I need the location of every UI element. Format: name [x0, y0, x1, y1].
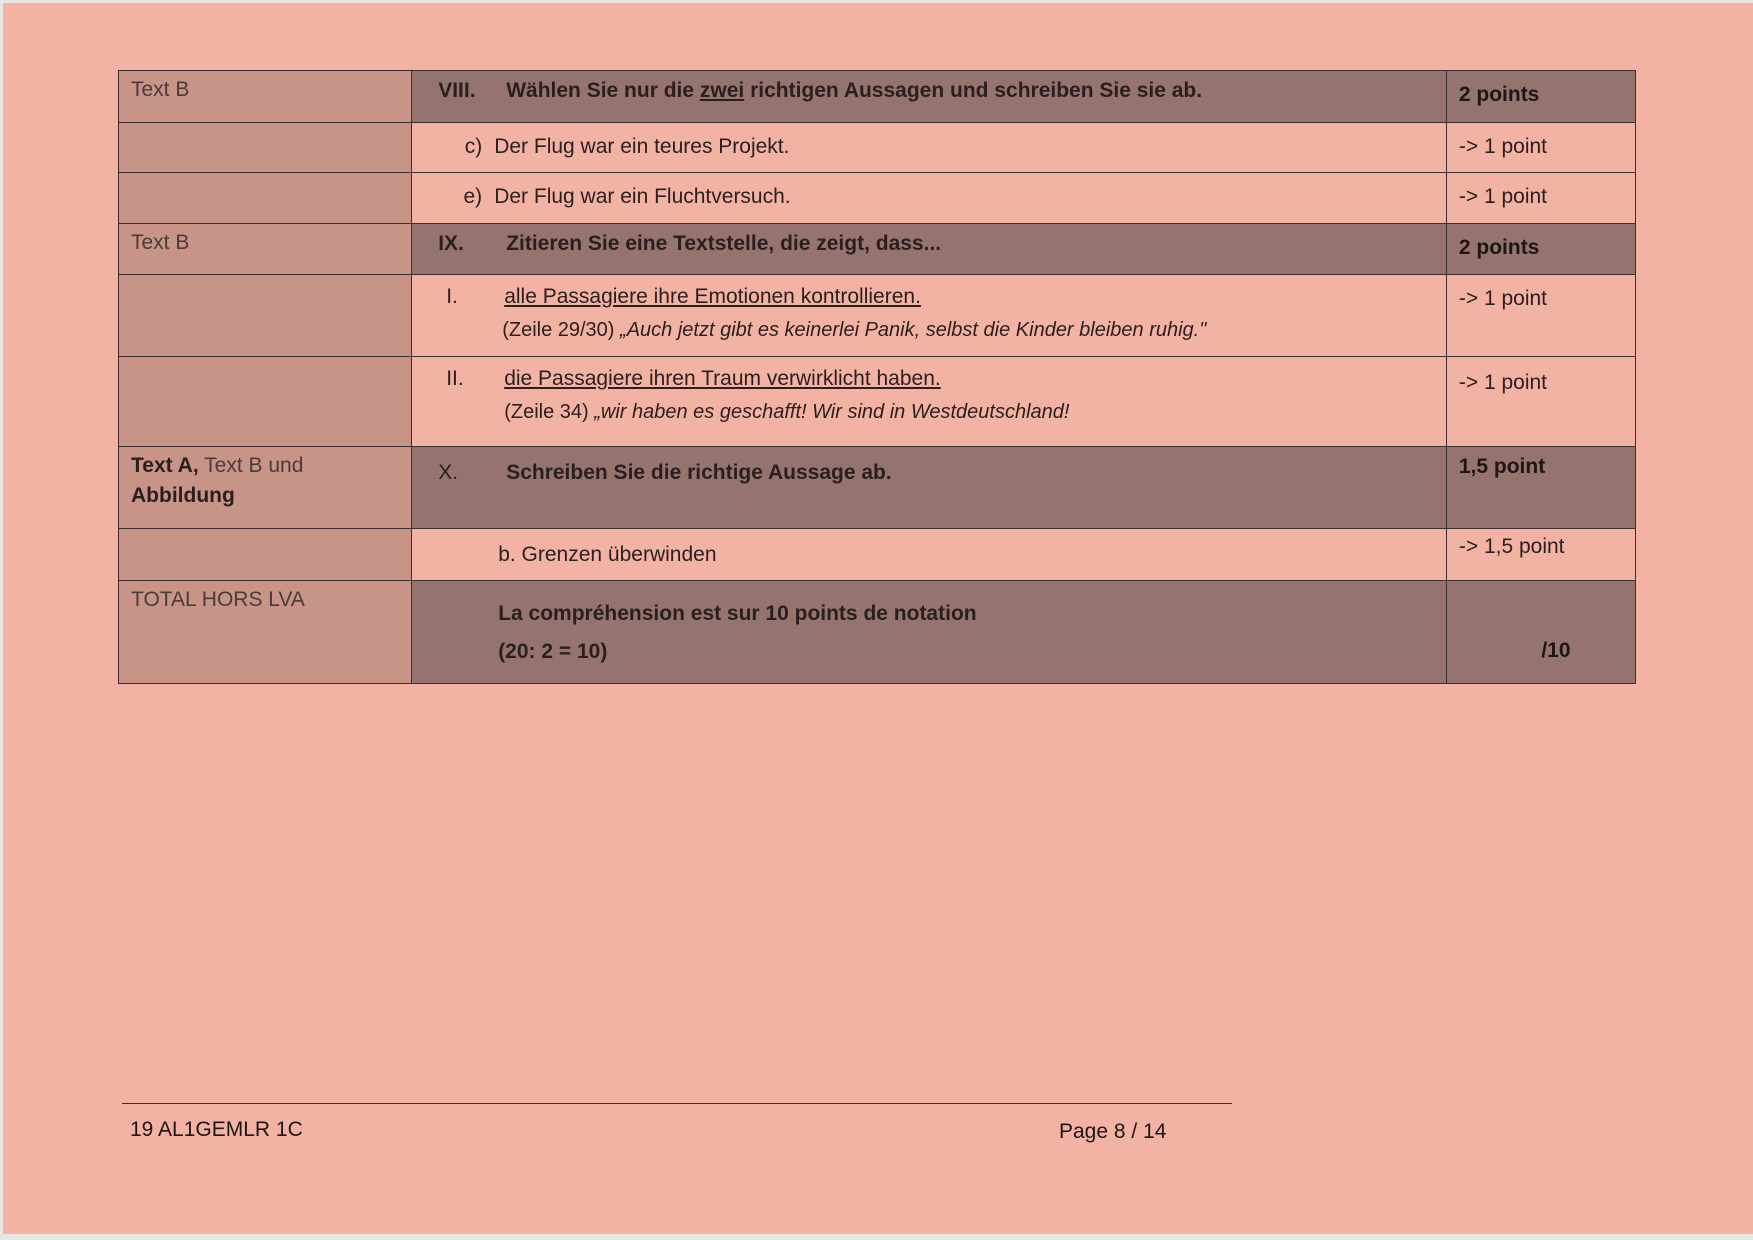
row-label-empty [119, 123, 412, 173]
question-9-header-row [119, 224, 1636, 275]
page-number: Page 8 / 14 [1059, 1120, 1167, 1143]
row-label: Text B [119, 71, 412, 123]
question-number: X. [438, 461, 459, 484]
question-10-header-row [119, 447, 1636, 529]
quote-answer-cell: II. die Passagiere ihren Traum verwirklicht haben. (Zeile 34) „wir haben es geschafft! Wir sind in Westdeutschland! [412, 357, 1447, 447]
answer-points: -> 1 point [1446, 275, 1635, 357]
question-10-points: 1,5 point [1446, 447, 1635, 529]
quote-answer-cell: I. alle Passagiere ihre Emotionen kontrollieren. (Zeile 29/30) „Auch jetzt gibt es keinerlei Panik, selbst die Kinder bleiben ruhig." [412, 275, 1447, 357]
emphasis-underline: zwei [699, 79, 745, 102]
exam-code: 19 AL1GEMLR 1C [130, 1118, 303, 1141]
question-number: VIII. [438, 79, 476, 102]
quote-row [119, 357, 1636, 447]
answer-row [119, 173, 1636, 224]
question-9-instruction: IX. Zitieren Sie eine Textstelle, die zeigt, dass... [412, 224, 1447, 275]
answer-row [119, 123, 1636, 173]
question-10-instruction: X. Schreiben Sie die richtige Aussage ab. [412, 447, 1447, 529]
answer-cell: b. Grenzen überwinden [412, 529, 1447, 581]
question-number: IX. [438, 232, 464, 255]
answer-points: -> 1 point [1446, 123, 1635, 173]
answer-cell: e) Der Flug war ein Fluchtversuch. [412, 173, 1447, 224]
question-8-header-row [119, 71, 1636, 123]
total-row [119, 581, 1636, 684]
footer-divider [122, 1103, 1232, 1104]
answer-points: -> 1,5 point [1446, 529, 1635, 581]
answer-points: -> 1 point [1446, 173, 1635, 224]
row-label: Text B [119, 224, 412, 275]
total-score: /10 [1446, 581, 1635, 684]
row-label-empty [119, 357, 412, 447]
question-8-points: 2 points [1446, 71, 1635, 123]
total-description: La compréhension est sur 10 points de notation (20: 2 = 10) [412, 581, 1447, 684]
row-label-empty [119, 529, 412, 581]
row-label: Text A, Text B und Abbildung [119, 447, 412, 529]
total-label: TOTAL HORS LVA [119, 581, 412, 684]
quote-row [119, 275, 1636, 357]
question-9-points: 2 points [1446, 224, 1635, 275]
question-8-instruction: VIII. Wählen Sie nur die zwei richtigen Aussagen und schreiben Sie sie ab. [412, 71, 1447, 123]
grading-table [118, 70, 1636, 684]
answer-points: -> 1 point [1446, 357, 1635, 447]
row-label-empty [119, 173, 412, 224]
answer-cell: c) Der Flug war ein teures Projekt. [412, 123, 1447, 173]
answer-row [119, 529, 1636, 581]
